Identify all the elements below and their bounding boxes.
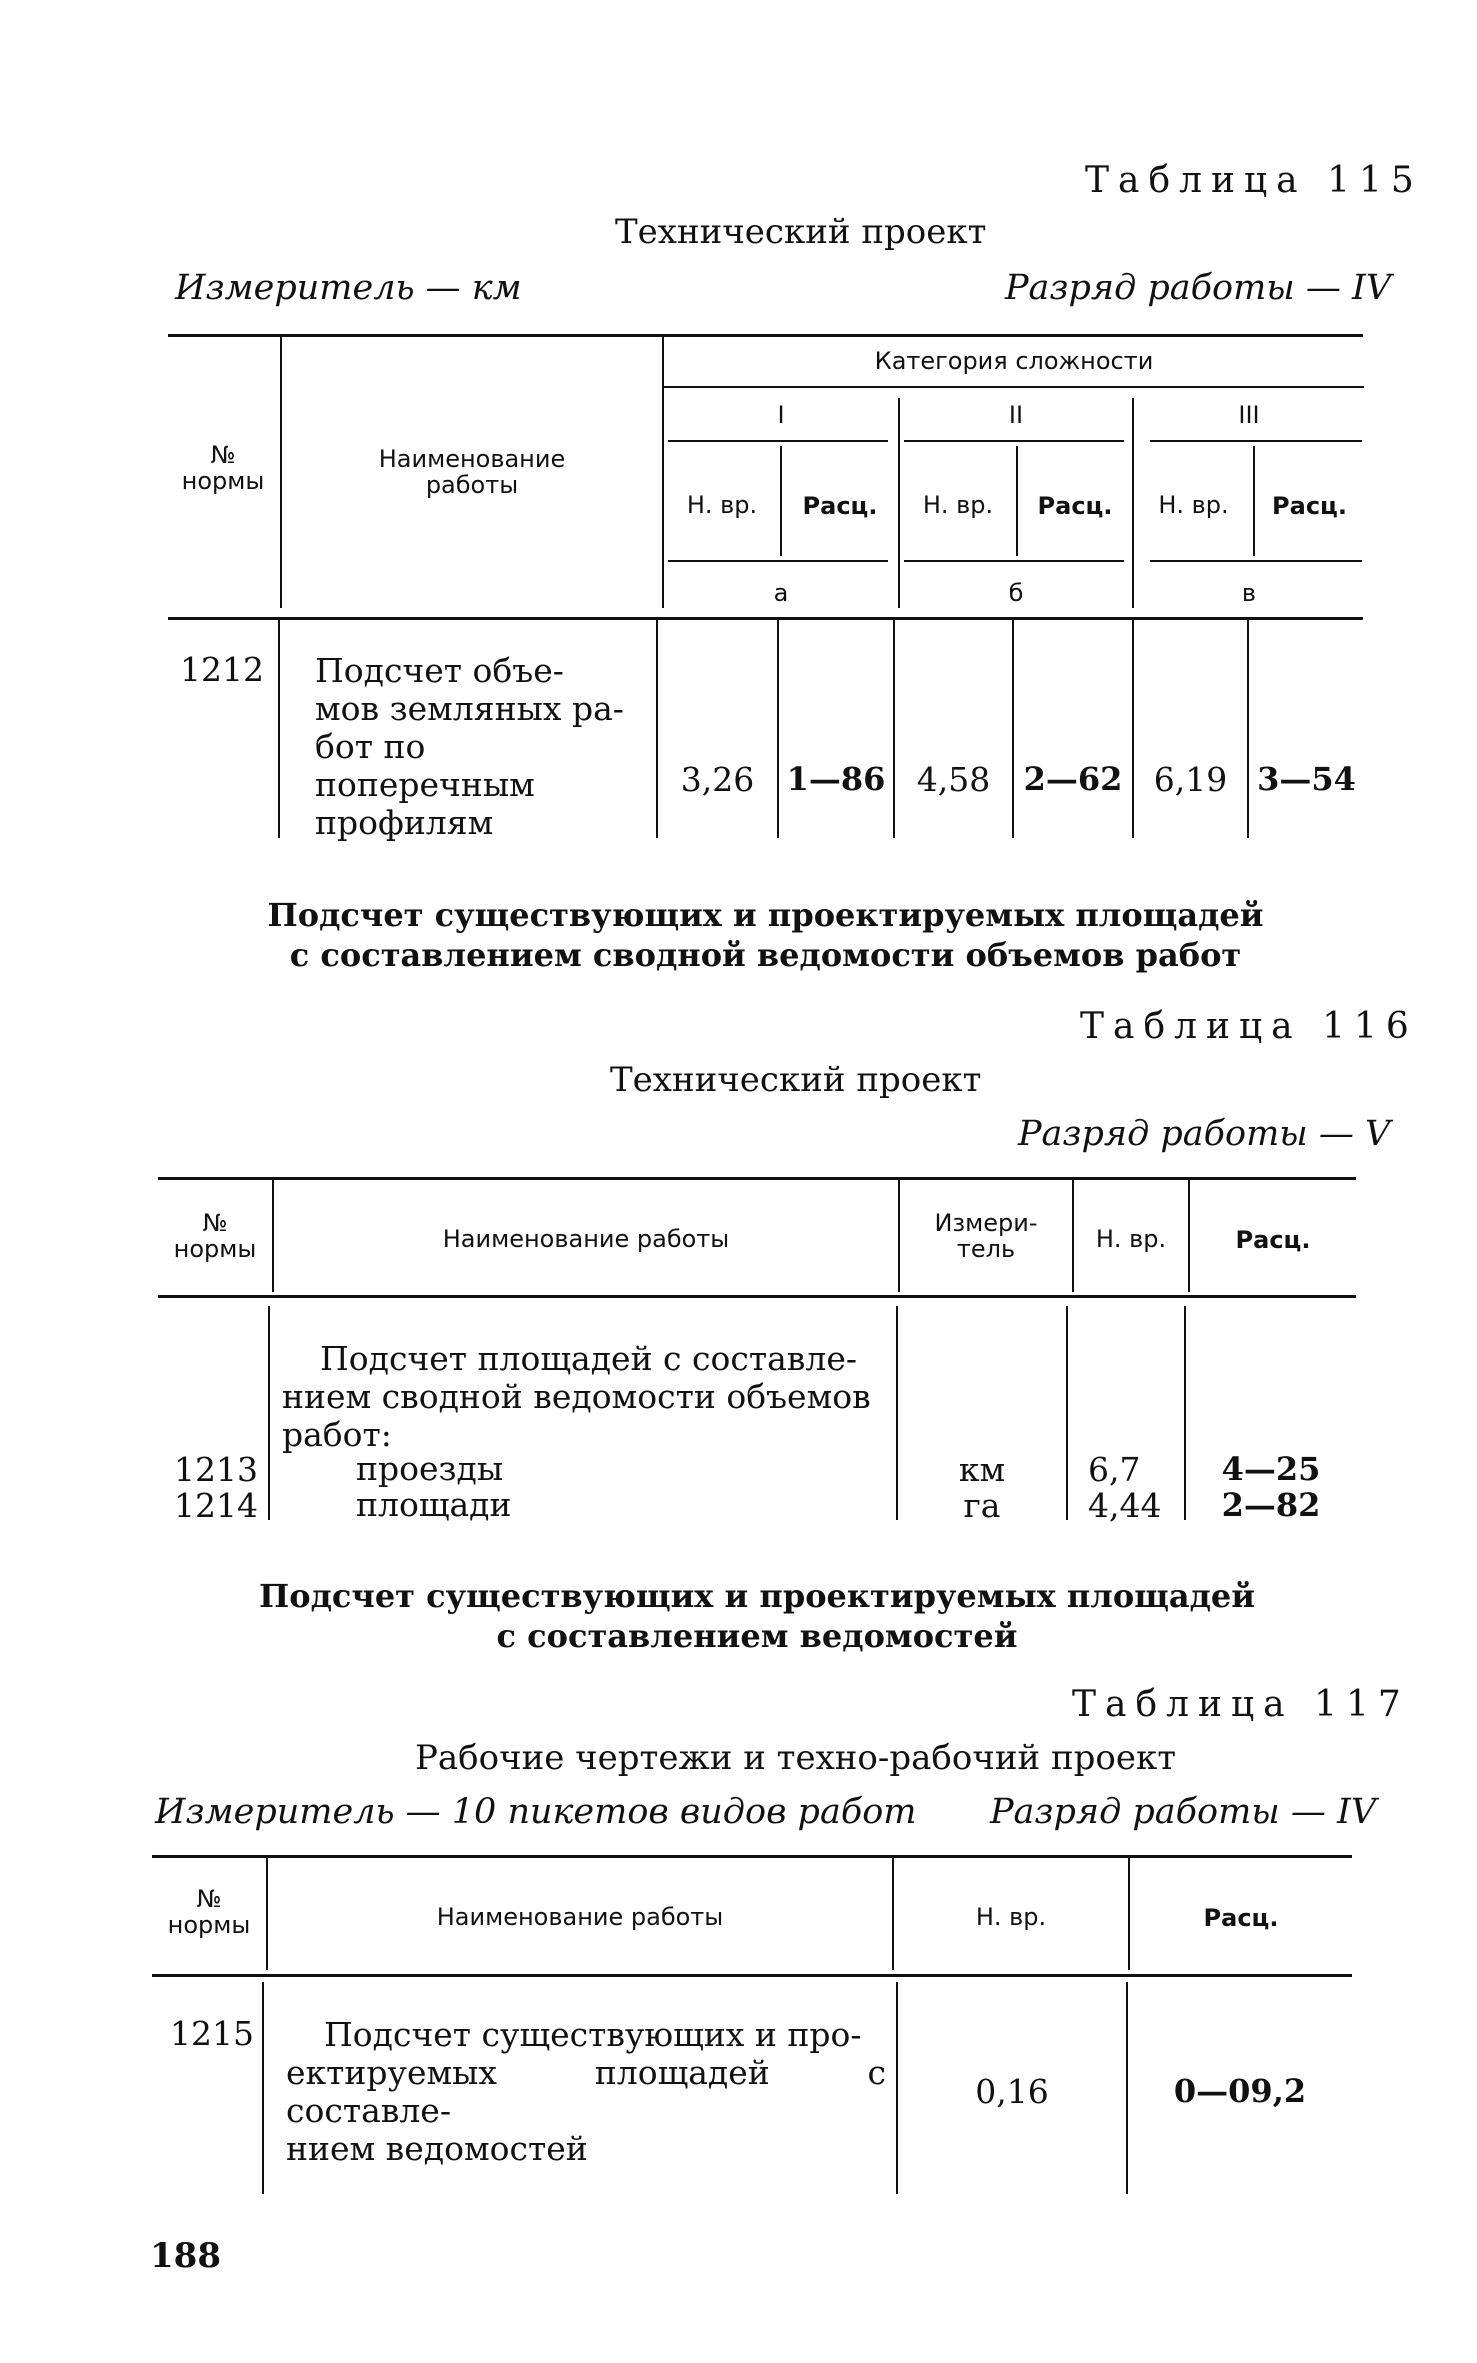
work-intro: Подсчет площадей с составле- нием сводной ведомости объемов работ: [282,1339,871,1454]
header-rasc-v: Расц. [1272,492,1347,520]
header-norm-no: № нормы [181,441,265,495]
table-116-grade: Разряд работы — V [1018,1114,1391,1154]
header-work-name: Наименование работы [378,445,566,499]
table-115-unit: Измеритель — км [175,268,522,308]
column-label-a: а [773,579,789,607]
table-116-subtitle: Технический проект [610,1060,982,1100]
work-name: площади [356,1485,512,1524]
work-name: Подсчет существующих и про- ектируемых площадей с составле- нием ведомостей [286,2015,886,2168]
header-cat-3: III [1238,401,1260,429]
section-heading-2: Подсчет существующих и проектируемых площадей с составлением ведомостей [259,1577,1255,1655]
norm-number: 1214 [174,1486,258,1525]
header-cat-1: I [777,401,785,429]
header-norm-no: № нормы [167,1885,251,1939]
unit-value: км [958,1450,1006,1489]
norm-number: 1212 [180,650,264,689]
header-unit: Измери- тель [934,1209,1038,1263]
nvr-value: 6,7 [1088,1450,1141,1489]
header-nvr-a: Н. вр. [686,491,758,519]
value-b-nvr: 4,58 [916,760,991,799]
header-norm-no: № нормы [173,1209,257,1263]
value-v-nvr: 6,19 [1153,760,1228,799]
header-cat-2: II [1008,401,1024,429]
nvr-value: 0,16 [975,2072,1049,2111]
value-b-rasc: 2—62 [1023,760,1123,798]
column-label-v: в [1241,579,1257,607]
rasc-value: 0—09,2 [1173,2072,1307,2110]
header-nvr: Н. вр. [975,1903,1047,1931]
table-117-caption: Таблица 117 [1072,1684,1410,1725]
rasc-value: 2—82 [1221,1486,1321,1524]
table-117-subtitle: Рабочие чертежи и техно-рабочий проект [415,1738,1177,1778]
header-rasc-a: Расц. [802,492,878,520]
header-nvr-b: Н. вр. [922,491,994,519]
header-nvr: Н. вр. [1095,1225,1167,1253]
header-work-name: Наименование работы [436,1903,724,1931]
norm-number: 1213 [174,1450,258,1489]
header-work-name: Наименование работы [442,1225,730,1253]
value-a-rasc: 1—86 [786,760,886,798]
rasc-value: 4—25 [1221,1450,1321,1488]
table-117-grade: Разряд работы — IV [990,1792,1377,1832]
page-number: 188 [150,2236,221,2276]
table-115-grade: Разряд работы — IV [1005,268,1392,308]
section-heading-1: Подсчет существующих и проектируемых площадей с составлением сводной ведомости объемов работ [267,896,1264,974]
table-117-unit: Измеритель — 10 пикетов видов работ [155,1792,917,1832]
header-category: Категория сложности [874,347,1154,375]
header-rasc: Расц. [1235,1226,1311,1254]
header-rasc: Расц. [1203,1904,1279,1932]
work-name: Подсчет объе- мов земляных ра- бот по поперечным профилям [315,651,624,842]
value-v-rasc: 3—54 [1257,760,1356,798]
nvr-value: 4,44 [1088,1486,1162,1525]
unit-value: га [963,1486,1001,1525]
table-116-caption: Таблица 116 [1080,1006,1418,1047]
work-name: проезды [356,1449,504,1488]
norm-number: 1215 [170,2014,254,2053]
table-115-subtitle: Технический проект [615,212,987,252]
value-a-nvr: 3,26 [680,760,755,799]
column-label-b: б [1008,579,1024,607]
header-rasc-b: Расц. [1037,492,1113,520]
header-nvr-v: Н. вр. [1158,491,1229,519]
table-115-caption: Таблица 115 [1085,160,1423,201]
